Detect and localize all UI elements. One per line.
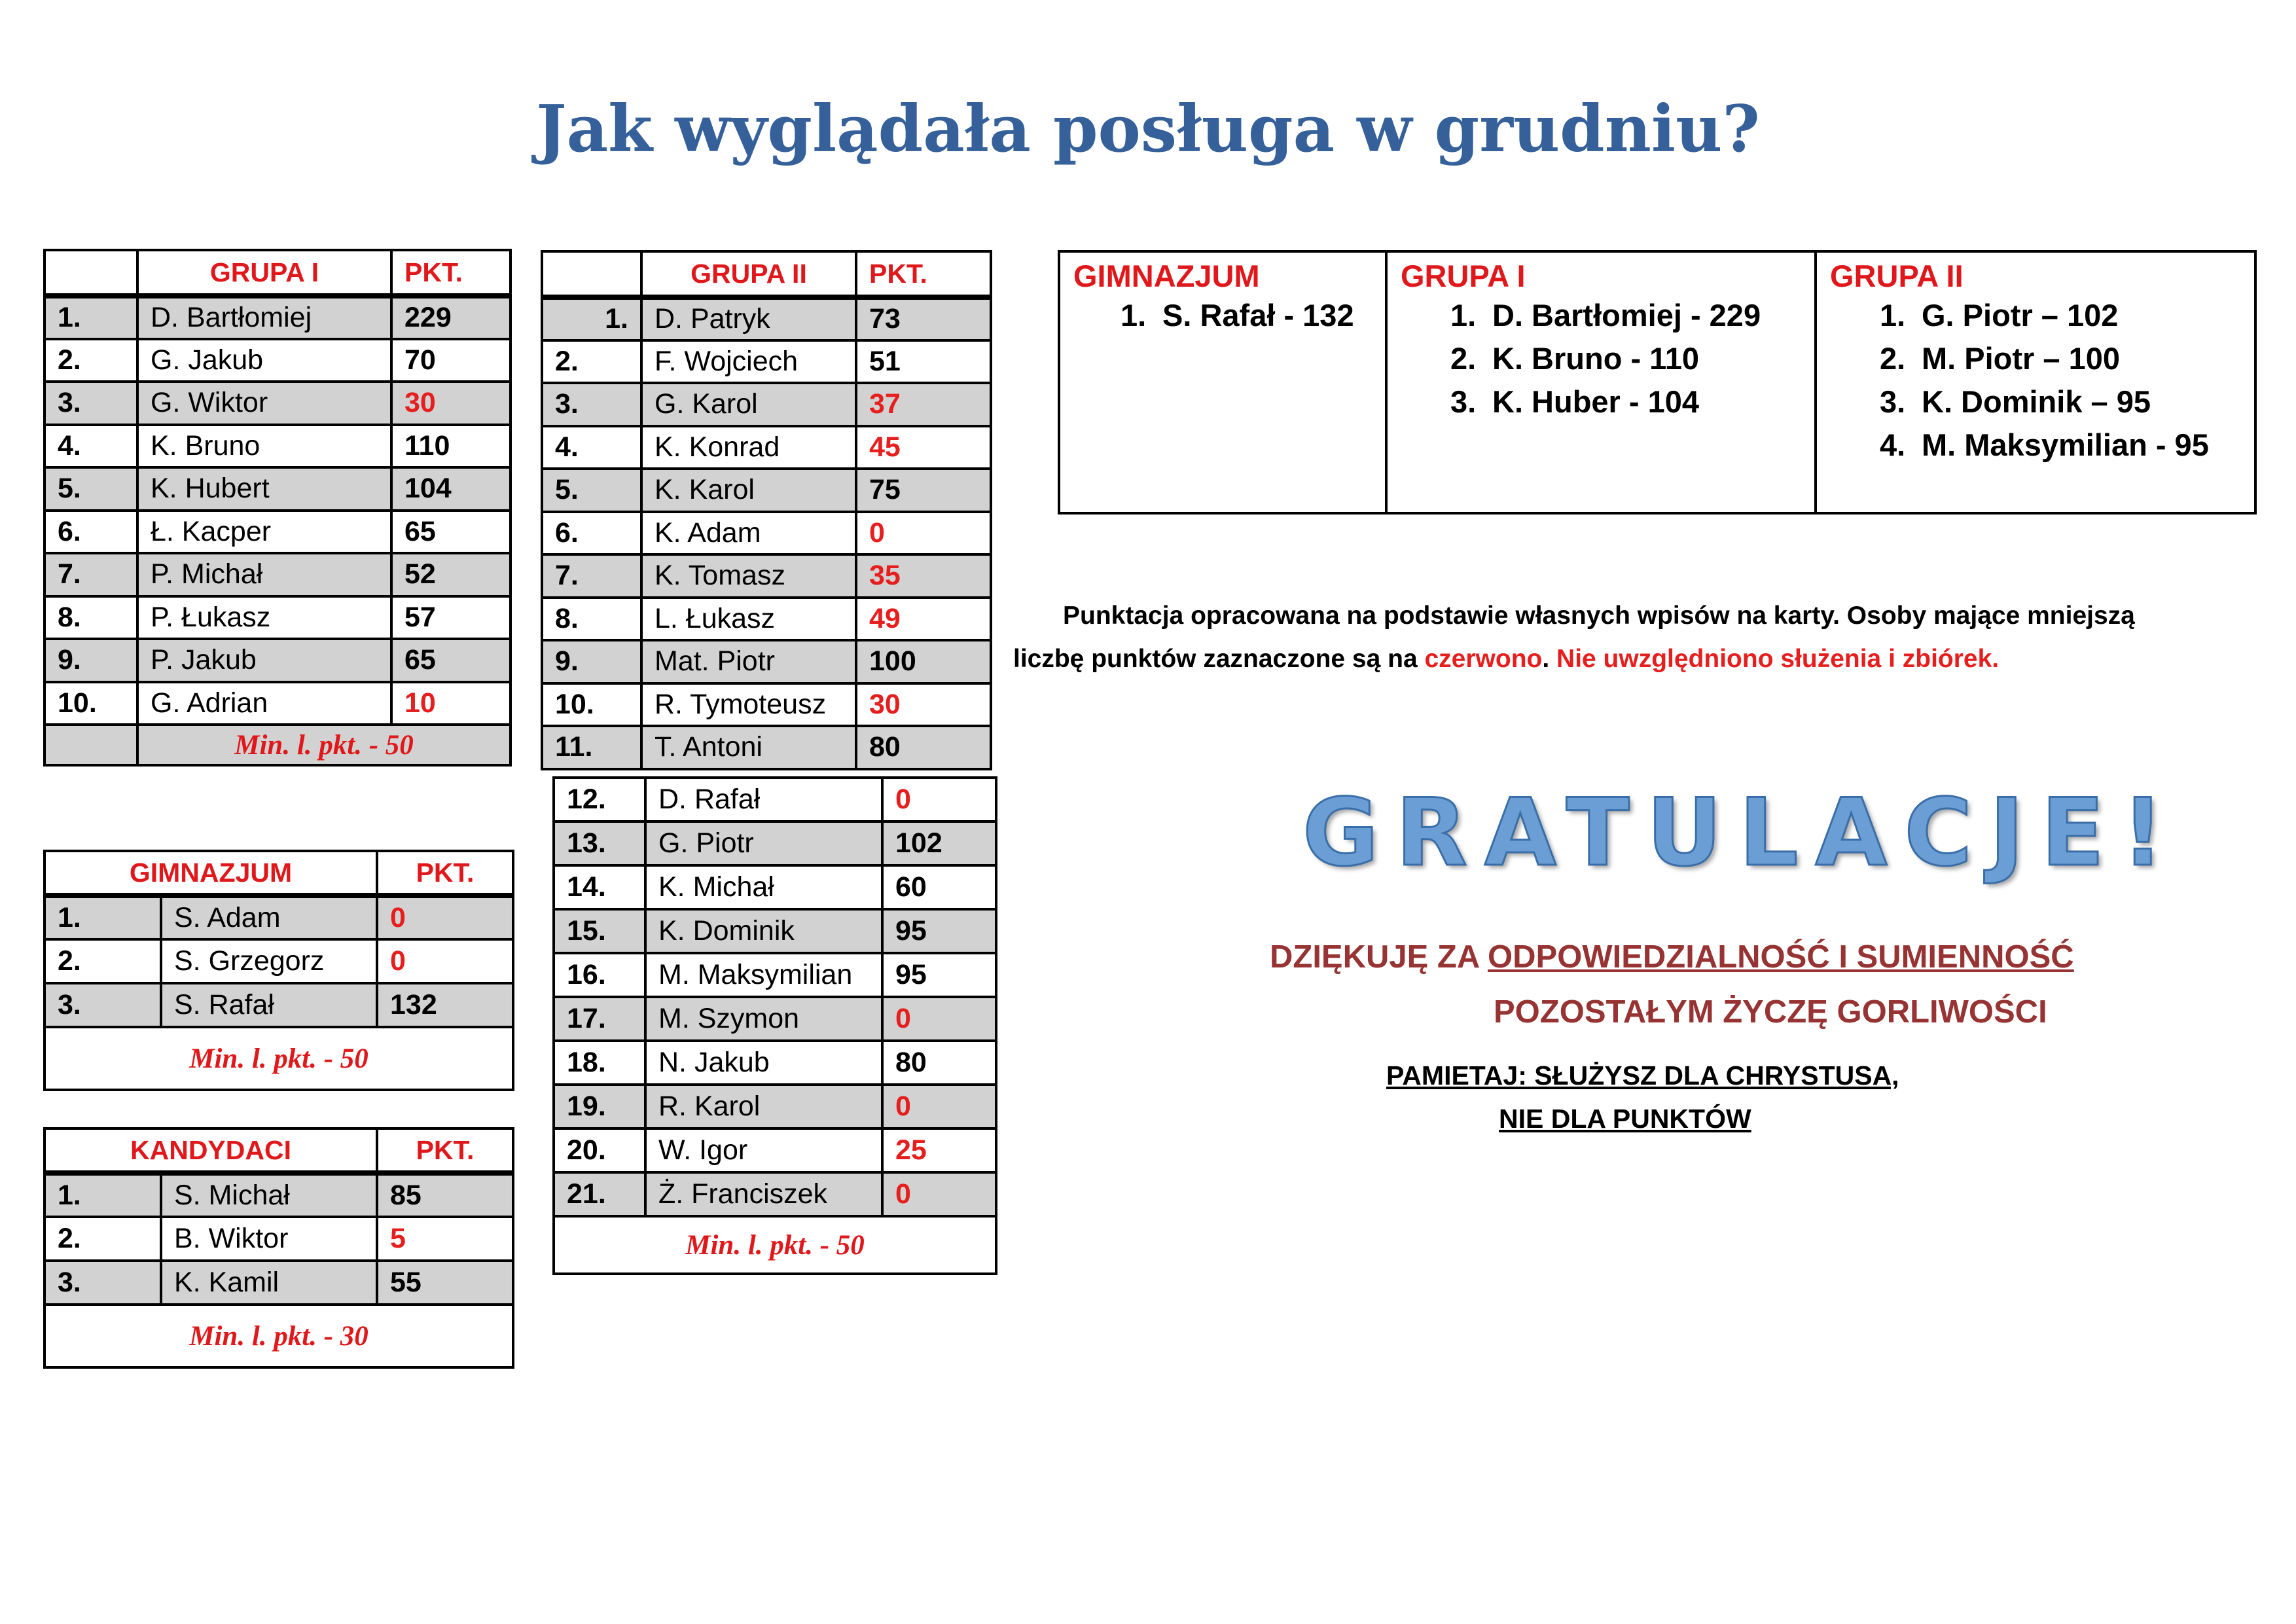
participant-name: D. Bartłomiej [137, 296, 391, 339]
table-row [45, 1173, 513, 1217]
points-value: 45 [856, 426, 991, 469]
row-number: 21. [554, 1172, 645, 1216]
table-row [45, 1261, 513, 1305]
row-number: 7. [542, 554, 641, 598]
summary-grupa1-list [1401, 294, 1801, 424]
participant-name: S. Michał [161, 1173, 377, 1217]
participant-name: M. Szymon [645, 997, 882, 1041]
grupa2-table [541, 250, 992, 770]
summary-gimnazjum-list [1073, 294, 1372, 337]
participant-name: G. Karol [641, 383, 856, 426]
row-number: 9. [45, 639, 137, 682]
table-header-row [45, 851, 513, 895]
winner-item [1401, 380, 1801, 424]
participant-name: G. Adrian [137, 682, 391, 725]
row-number: 10. [45, 682, 137, 725]
points-value: 0 [882, 1172, 996, 1216]
row-number: 17. [554, 997, 645, 1041]
table-row [554, 997, 996, 1041]
winner-rank: 1. [1450, 298, 1477, 333]
points-value: 80 [882, 1041, 996, 1085]
grupa2-table-body [542, 251, 991, 769]
winner-text: D. Bartłomiej - 229 [1492, 298, 1761, 333]
winner-item [1830, 380, 2241, 424]
thanks-line2: POZOSTAŁYM ŻYCZĘ GORLIWOŚCI [1494, 994, 2047, 1030]
points-value: 65 [391, 511, 511, 554]
participant-name: P. Jakub [137, 639, 391, 682]
min-points-row [45, 1027, 513, 1090]
participant-name: G. Jakub [137, 339, 391, 382]
winner-text: M. Piotr – 100 [1922, 341, 2120, 376]
row-number: 2. [45, 939, 161, 983]
row-number: 4. [542, 426, 641, 469]
scoring-note-line1: Punktacja opracowana na podstawie własnych wpisów na karty. Osoby mające mniejszą [1063, 602, 2135, 630]
points-value: 73 [856, 297, 991, 340]
kandydaci-table-body [45, 1128, 513, 1367]
winners-summary-table [1058, 250, 2257, 514]
row-number: 7. [45, 553, 137, 596]
row-number: 1. [45, 1173, 161, 1217]
row-number: 19. [554, 1085, 645, 1128]
row-number: 8. [45, 596, 137, 640]
winner-rank: 2. [1450, 341, 1477, 376]
table-row [45, 296, 511, 339]
points-value: 0 [377, 895, 513, 939]
winner-rank: 2. [1880, 341, 1906, 376]
congratulations-heading: GRATULACJE! [1302, 779, 2181, 887]
points-value: 104 [391, 467, 511, 511]
summary-grupa2-list [1830, 294, 2241, 467]
row-number: 12. [554, 778, 645, 821]
table-row [542, 469, 991, 512]
row-number: 3. [45, 382, 137, 425]
row-number: 18. [554, 1041, 645, 1085]
participant-name: M. Maksymilian [645, 953, 882, 997]
note-text: liczbę punktów zaznaczone są na [1013, 645, 1425, 673]
participant-name: R. Tymoteusz [641, 683, 856, 727]
winner-text: K. Huber - 104 [1492, 384, 1700, 419]
row-number: 20. [554, 1128, 645, 1172]
participant-name: K. Kamil [161, 1261, 377, 1305]
participant-name: K. Tomasz [641, 554, 856, 598]
scoring-note-line2 [1013, 638, 2257, 681]
table-row [45, 639, 511, 682]
points-value: 95 [882, 909, 996, 953]
points-value: 5 [377, 1217, 513, 1261]
table-header-row [542, 251, 991, 297]
min-points-row [554, 1216, 996, 1274]
row-number: 4. [45, 425, 137, 468]
table-row [554, 909, 996, 953]
participant-name: K. Dominik [645, 909, 882, 953]
summary-grupa2-header: GRUPA II [1830, 259, 1964, 293]
points-value: 60 [882, 865, 996, 909]
points-value: 57 [391, 596, 511, 640]
participant-name: D. Rafał [645, 778, 882, 821]
table-row [45, 895, 513, 939]
gimnazjum-table-body [45, 851, 513, 1090]
participant-name: P. Łukasz [137, 596, 391, 640]
grupa2-continued-table-body [554, 778, 996, 1274]
table-row [554, 821, 996, 865]
kandydaci-table [43, 1127, 514, 1369]
min-points-row [45, 1305, 513, 1367]
participant-name: L. Łukasz [641, 598, 856, 641]
summary-gimnazjum-cell [1059, 251, 1386, 513]
winner-rank: 4. [1880, 427, 1906, 462]
min-points-label: Min. l. pkt. - 50 [137, 725, 511, 765]
grupa1-table [43, 249, 512, 767]
table-row [45, 682, 511, 725]
participant-name: T. Antoni [641, 726, 856, 769]
grupa1-table-body [45, 250, 511, 765]
points-value: 30 [391, 382, 511, 425]
min-points-label: Min. l. pkt. - 30 [45, 1305, 513, 1367]
table-row [45, 511, 511, 554]
page-title: Jak wyglądała posługa w grudniu? [536, 92, 1760, 167]
row-number: 6. [542, 512, 641, 555]
participant-name: K. Bruno [137, 425, 391, 468]
row-number: 15. [554, 909, 645, 953]
participant-name: G. Piotr [645, 821, 882, 865]
thanks-prefix: DZIĘKUJĘ ZA [1270, 939, 1488, 975]
thanks-line1 [1270, 939, 2074, 975]
row-number: 8. [542, 598, 641, 641]
row-number: 16. [554, 953, 645, 997]
row-number: 13. [554, 821, 645, 865]
points-value: 65 [391, 639, 511, 682]
table-row [45, 983, 513, 1027]
points-value: 100 [856, 640, 991, 683]
header-number-cell [45, 250, 137, 296]
table-row [542, 340, 991, 384]
participant-name: S. Rafał [161, 983, 377, 1027]
table-row [45, 1217, 513, 1261]
participant-name: F. Wojciech [641, 340, 856, 384]
row-number: 9. [542, 640, 641, 683]
points-value: 0 [882, 997, 996, 1041]
participant-name: K. Konrad [641, 426, 856, 469]
points-value: 55 [377, 1261, 513, 1305]
min-points-label: Min. l. pkt. - 50 [45, 1027, 513, 1090]
table-row [542, 297, 991, 340]
participant-name: N. Jakub [645, 1041, 882, 1085]
points-value: 52 [391, 553, 511, 596]
winner-rank: 3. [1450, 384, 1477, 419]
winner-rank: 1. [1880, 298, 1906, 333]
points-value: 37 [856, 383, 991, 426]
winner-item [1073, 294, 1372, 337]
points-value: 110 [391, 425, 511, 468]
note-red-word: czerwono [1424, 645, 1543, 673]
participant-name: B. Wiktor [161, 1217, 377, 1261]
participant-name: Mat. Piotr [641, 640, 856, 683]
winner-item [1401, 294, 1801, 337]
table-row [554, 953, 996, 997]
points-header: PKT. [856, 251, 991, 297]
group-header: GRUPA II [641, 251, 856, 297]
row-number: 2. [542, 340, 641, 384]
points-header: PKT. [391, 250, 511, 296]
participant-name: P. Michał [137, 553, 391, 596]
points-value: 0 [882, 1085, 996, 1128]
participant-name: K. Adam [641, 512, 856, 555]
scoring-note [1013, 594, 2257, 681]
table-row [542, 640, 991, 683]
points-value: 35 [856, 554, 991, 598]
row-number: 1. [542, 297, 641, 340]
table-row [554, 1085, 996, 1128]
points-value: 25 [882, 1128, 996, 1172]
points-value: 0 [377, 939, 513, 983]
gimnazjum-table [43, 850, 514, 1091]
table-row [554, 865, 996, 909]
grupa2-continued-table [552, 776, 997, 1275]
winner-text: K. Dominik – 95 [1922, 384, 2151, 419]
group-header: GIMNAZJUM [45, 851, 377, 895]
table-row [554, 1041, 996, 1085]
points-header: PKT. [377, 1128, 513, 1173]
summary-grupa1-cell [1386, 251, 1816, 513]
row-number: 3. [542, 383, 641, 426]
points-value: 132 [377, 983, 513, 1027]
participant-name: R. Karol [645, 1085, 882, 1128]
table-row [542, 726, 991, 769]
winner-item [1830, 294, 2241, 337]
table-row [45, 467, 511, 511]
row-number: 11. [542, 726, 641, 769]
group-header: GRUPA I [137, 250, 391, 296]
participant-name: Ż. Franciszek [645, 1172, 882, 1216]
points-value: 30 [856, 683, 991, 727]
summary-gimnazjum-header: GIMNAZJUM [1073, 259, 1260, 293]
participant-name: K. Michał [645, 865, 882, 909]
min-points-row [45, 725, 511, 765]
group-header: KANDYDACI [45, 1128, 377, 1173]
remember-line1: PAMIETAJ: SŁUŻYSZ DLA CHRYSTUSA, [1386, 1060, 1899, 1091]
summary-grupa2-cell [1816, 251, 2255, 513]
participant-name: Ł. Kacper [137, 511, 391, 554]
row-number: 14. [554, 865, 645, 909]
table-row [45, 425, 511, 468]
note-period: . [1542, 645, 1557, 673]
winner-item [1401, 337, 1801, 380]
thanks-underlined: ODPOWIEDZIALNOŚĆ I SUMIENNOŚĆ [1488, 939, 2074, 975]
row-number: 3. [45, 983, 161, 1027]
table-row [554, 1172, 996, 1216]
participant-name: W. Igor [645, 1128, 882, 1172]
table-header-row [45, 250, 511, 296]
row-number: 2. [45, 1217, 161, 1261]
points-value: 75 [856, 469, 991, 512]
table-row [45, 939, 513, 983]
points-value: 0 [856, 512, 991, 555]
empty-cell [45, 725, 137, 765]
remember-line2: NIE DLA PUNKTÓW [1499, 1104, 1751, 1134]
table-row [542, 383, 991, 426]
winner-item [1830, 424, 2241, 467]
points-value: 102 [882, 821, 996, 865]
min-points-label: Min. l. pkt. - 50 [554, 1216, 996, 1274]
note-exclusion: Nie uwzględniono służenia i zbiórek. [1556, 645, 2000, 673]
table-row [554, 1128, 996, 1172]
points-value: 10 [391, 682, 511, 725]
participant-name: G. Wiktor [137, 382, 391, 425]
table-row [542, 554, 991, 598]
participant-name: K. Hubert [137, 467, 391, 511]
points-value: 229 [391, 296, 511, 339]
table-row [542, 683, 991, 727]
table-row [554, 778, 996, 821]
winner-rank: 3. [1880, 384, 1906, 419]
points-value: 70 [391, 339, 511, 382]
participant-name: D. Patryk [641, 297, 856, 340]
winner-text: G. Piotr – 102 [1922, 298, 2119, 333]
table-row [45, 596, 511, 640]
table-row [45, 382, 511, 425]
table-row [45, 339, 511, 382]
points-value: 95 [882, 953, 996, 997]
table-row [45, 553, 511, 596]
participant-name: S. Grzegorz [161, 939, 377, 983]
row-number: 3. [45, 1261, 161, 1305]
header-number-cell [542, 251, 641, 297]
row-number: 10. [542, 683, 641, 727]
table-row [542, 598, 991, 641]
row-number: 1. [45, 895, 161, 939]
points-value: 49 [856, 598, 991, 641]
points-header: PKT. [377, 851, 513, 895]
winner-text: M. Maksymilian - 95 [1922, 427, 2209, 462]
summary-grupa1-header: GRUPA I [1401, 259, 1526, 293]
points-value: 85 [377, 1173, 513, 1217]
table-row [542, 512, 991, 555]
row-number: 5. [45, 467, 137, 511]
winner-text: S. Rafał - 132 [1162, 298, 1354, 333]
row-number: 2. [45, 339, 137, 382]
winner-item [1830, 337, 2241, 380]
table-row [542, 426, 991, 469]
participant-name: S. Adam [161, 895, 377, 939]
points-value: 0 [882, 778, 996, 821]
row-number: 5. [542, 469, 641, 512]
points-value: 51 [856, 340, 991, 384]
winner-text: K. Bruno - 110 [1492, 341, 1700, 376]
winner-rank: 1. [1121, 298, 1147, 333]
table-header-row [45, 1128, 513, 1173]
row-number: 6. [45, 511, 137, 554]
points-value: 80 [856, 726, 991, 769]
row-number: 1. [45, 296, 137, 339]
participant-name: K. Karol [641, 469, 856, 512]
